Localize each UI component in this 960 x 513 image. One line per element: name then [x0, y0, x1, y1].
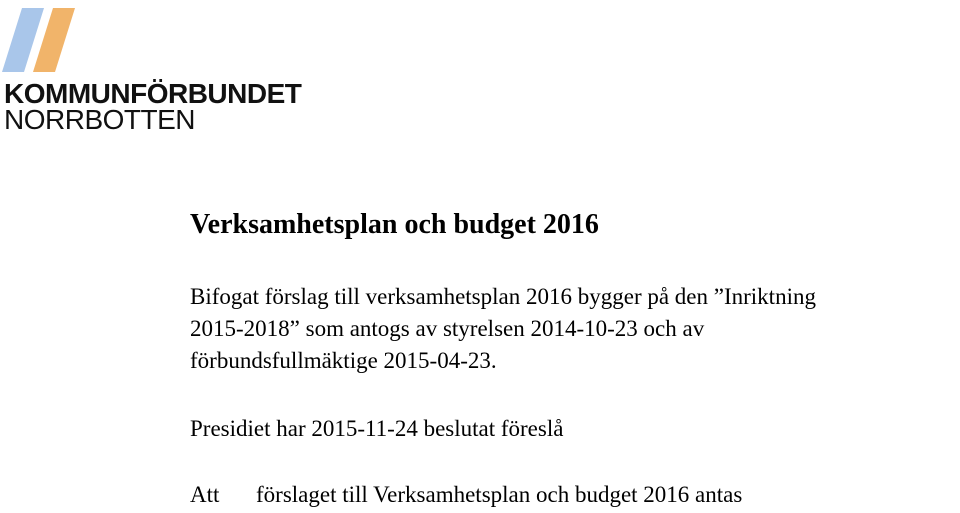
decision-paragraph: Presidiet har 2015-11-24 beslutat föreslå	[190, 416, 564, 441]
logo-text-line1: KOMMUNFÖRBUNDET	[4, 78, 302, 109]
intro-paragraph-line: förbundsfullmäktige 2015-04-23.	[190, 348, 497, 373]
proposal-row	[190, 479, 742, 511]
document-title: Verksamhetsplan och budget 2016	[190, 209, 599, 240]
logo-text-line2: NORRBOTTEN	[4, 104, 195, 135]
organization-logo	[0, 0, 310, 140]
proposal-label: Att	[190, 482, 220, 507]
intro-paragraph-line: Bifogat förslag till verksamhetsplan 2016 bygger på den ”Inriktning	[190, 284, 816, 309]
logo-stripes-graphic	[0, 0, 90, 80]
proposal-text: förslaget till Verksamhetsplan och budget 2016 antas	[256, 482, 743, 507]
intro-paragraph	[190, 281, 816, 377]
intro-paragraph-line: 2015-2018” som antogs av styrelsen 2014-10-23 och av	[190, 316, 705, 341]
